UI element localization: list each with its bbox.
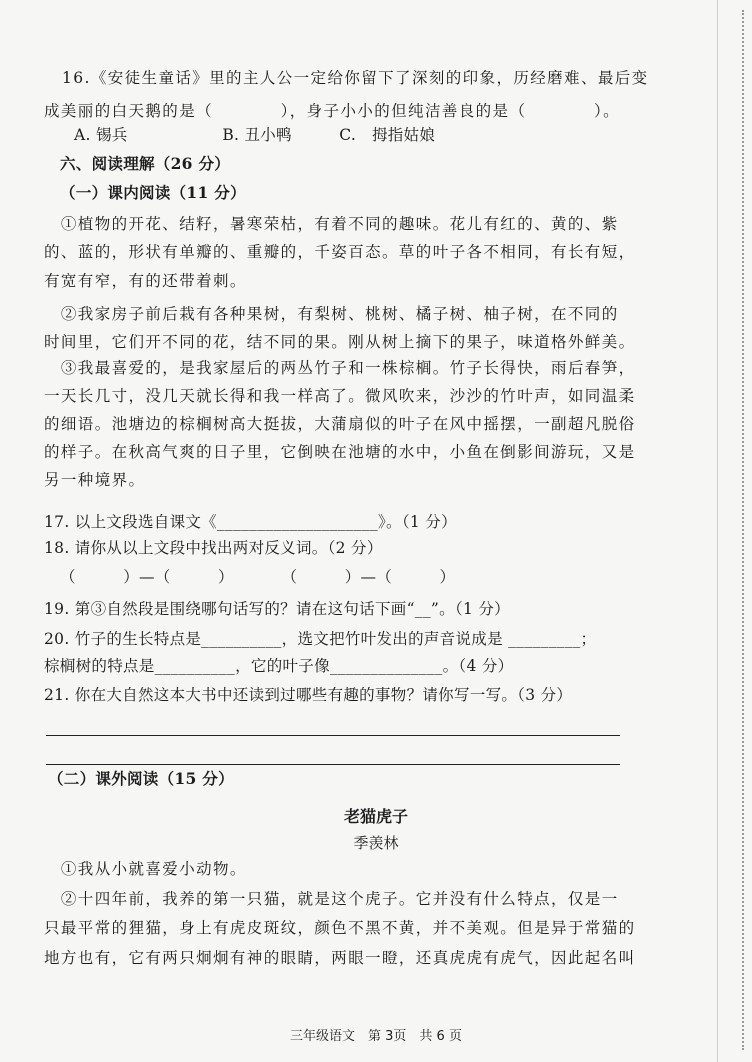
- passage1-line: 有宽有窄，有的还带着刺。: [44, 272, 247, 290]
- passage1-line: ③我最喜爱的，是我家屋后的两丛竹子和一株棕榈。竹子长得快，雨后春笋，: [44, 359, 636, 377]
- part-2-heading: （二）课外阅读（15 分）: [48, 769, 234, 788]
- passage1-line: 一天长几寸，没几天就长得和我一样高了。微风吹来，沙沙的竹叶声，如同温柔: [44, 387, 636, 405]
- page-footer: 三年级语文 第 3页 共 6 页: [290, 1029, 462, 1044]
- q19: 19. 第③自然段是围绕哪句话写的？请在这句话下画“__”。（1 分）: [44, 600, 510, 618]
- q18-answer-blanks: （ ）—（ ） （ ）—（ ）: [60, 568, 456, 586]
- binding-perforation: [732, 10, 744, 1050]
- q17: 17. 以上文段选自课文《____________________》。（1 分）: [44, 513, 457, 531]
- answer-line: [46, 735, 620, 736]
- passage1-line: ②我家房子前后栽有各种果树，有梨树、桃树、橘子树、柚子树，在不同的: [44, 305, 619, 323]
- article-title: 老猫虎子: [343, 807, 408, 826]
- section-6-heading: 六、阅读理解（26 分）: [60, 154, 231, 173]
- article-author: 季羡林: [353, 834, 399, 852]
- passage1-line: 的、蓝的，形状有单瓣的、重瓣的，千姿百态。草的叶子各不相同，有长有短，: [44, 243, 636, 261]
- passage1-line: 时间里，它们开不同的花，结不同的果。刚从树上摘下的果子，味道格外鲜美。: [44, 333, 636, 351]
- scan-edge-line: [717, 0, 718, 1062]
- passage2-line: 地方也有，它有两只炯炯有神的眼睛，两眼一瞪，还真虎虎有虎气，因此起名叫: [44, 949, 636, 967]
- q21: 21. 你在大自然这本大书中还读到过哪些有趣的事物？请你写一写。（3 分）: [44, 686, 573, 704]
- q20-line-1: 20. 竹子的生长特点是__________，选文把竹叶发出的声音说成是 _________；: [44, 630, 597, 648]
- passage1-line: 的细语。池塘边的棕榈树高大挺拔，大蒲扇似的叶子在风中摇摆，一副超凡脱俗: [44, 415, 636, 433]
- q18: 18. 请你从以上文段中找出两对反义词。（2 分）: [44, 539, 383, 557]
- part-1-heading: （一）课内阅读（11 分）: [60, 183, 246, 202]
- passage1-line: ①植物的开花、结籽，暑寒荣枯，有着不同的趣味。花儿有红的、黄的、紫: [44, 215, 619, 233]
- answer-line: [46, 764, 620, 765]
- passage1-line: 另一种境界。: [44, 471, 146, 489]
- q20-line-2: 棕榈树的特点是__________，它的叶子像______________。（4 分）: [44, 657, 514, 675]
- q16-line-2: 成美丽的白天鹅的是（ ），身子小小的但纯洁善良的是（ ）。: [44, 102, 621, 120]
- q16-options: A. 锡兵 B. 丑小鸭 C. 拇指姑娘: [74, 126, 436, 144]
- passage2-line: 只最平常的狸猫，身上有虎皮斑纹，颜色不黑不黄，并不美观。但是异于常猫的: [44, 919, 636, 937]
- passage2-line: ①我从小就喜爱小动物。: [44, 860, 247, 878]
- q16-line-1: 16.《安徒生童话》里的主人公一定给你留下了深刻的印象，历经磨难、最后变: [62, 69, 649, 87]
- passage1-line: 的样子。在秋高气爽的日子里，它倒映在池塘的水中，小鱼在倒影间游玩，又是: [44, 443, 636, 461]
- passage2-line: ②十四年前，我养的第一只猫，就是这个虎子。它并没有什么特点，仅是一: [44, 890, 619, 908]
